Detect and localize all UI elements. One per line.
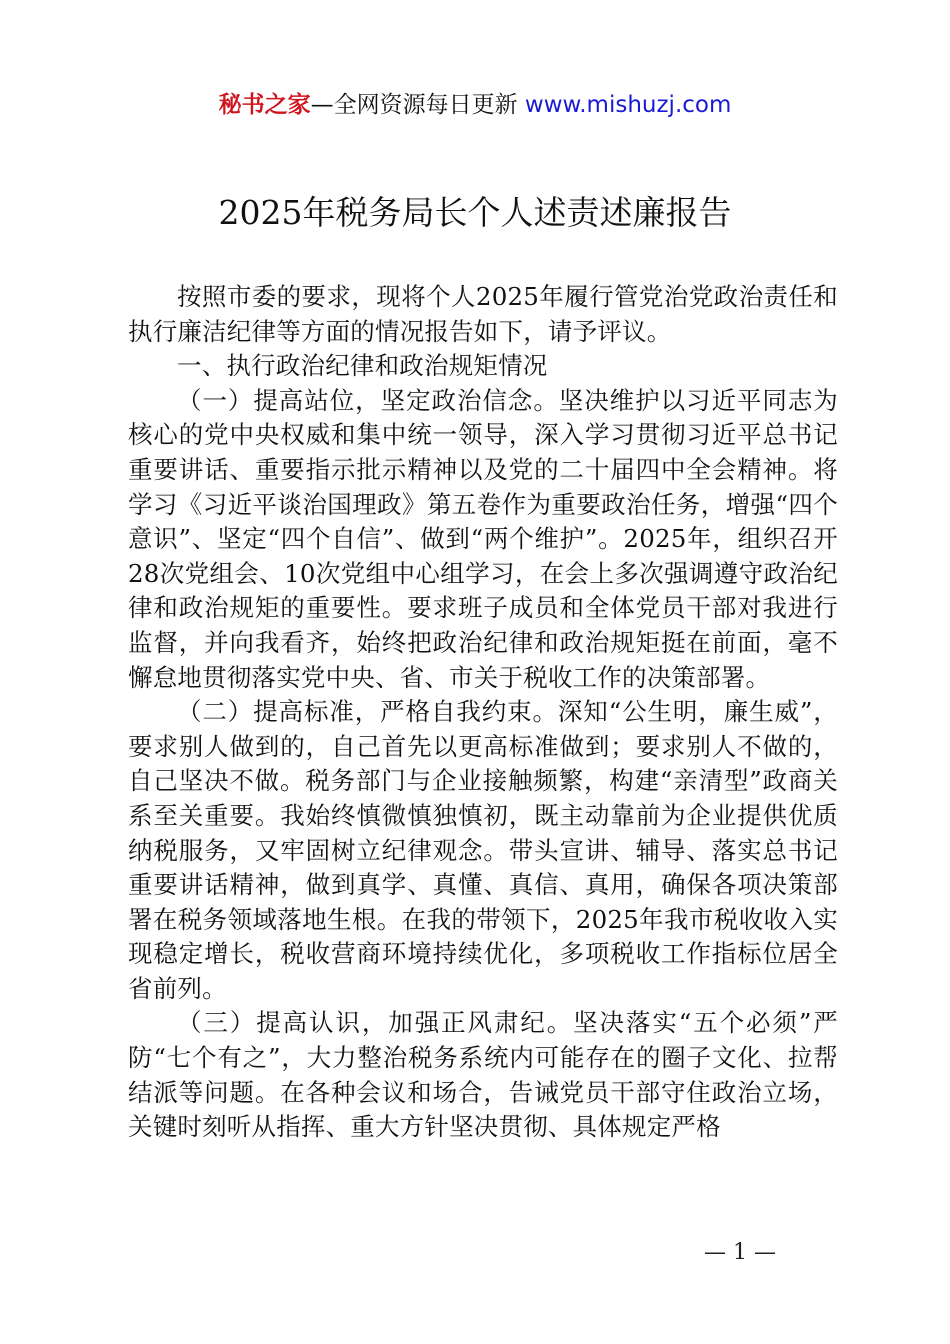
document-body [128,280,838,1145]
site-url-link[interactable]: www.mishuzj.com [524,92,732,118]
site-banner [0,88,950,122]
page-number: — 1 — [704,1240,776,1265]
intro-paragraph: 按照市委的要求，现将个人2025年履行管党治党政治责任和执行廉洁纪律等方面的情况报告如下，请予评议。 [128,282,838,346]
paragraph-item-1: （一）提高站位，坚定政治信念。坚决维护以习近平同志为核心的党中央权威和集中统一领导，深入学习贯彻习近平总书记重要讲话、重要指示批示精神以及党的二十届四中全会精神。将学习《习近平谈治国理政》第五卷作为重要政治任务，增强“四个意识”、坚定“四个自信”、做到“两个维护”。2025年，组织召开28次党组会、10次党组中心组学习，在会上多次强调遵守政治纪律和政治规矩的重要性。要求班子成员和全体党员干部对我进行监督，并向我看齐，始终把政治纪律和政治规矩挺在前面，毫不懈怠地贯彻落实党中央、省、市关于税收工作的决策部署。 [128,385,838,692]
paragraph-item-2: （二）提高标准，严格自我约束。深知“公生明，廉生威”，要求别人做到的，自己首先以更高标准做到；要求别人不做的，自己坚决不做。税务部门与企业接触频繁，构建“亲清型”政商关系至关重要。我始终慎微慎独慎初，既主动靠前为企业提供优质纳税服务，又牢固树立纪律观念。带头宣讲、辅导、落实总书记重要讲话精神，做到真学、真懂、真信、真用，确保各项决策部署在税务领域落地生根。在我的带领下，2025年我市税收收入实现稳定增长，税收营商环境持续优化，多项税收工作指标位居全省前列。 [128,697,838,1003]
brand-name: 秘书之家 [218,92,311,118]
paragraph-item-3: （三）提高认识，加强正风肃纪。坚决落实“五个必须”严防“七个有之”，大力整治税务系统内可能存在的圈子文化、拉帮结派等问题。在各种会议和场合，告诫党员干部守住政治立场，关键时刻听从指挥、重大方针坚决贯彻、具体规定严格 [128,1008,838,1142]
document-title: 2025年税务局长个人述责述廉报告 [218,193,732,232]
section-heading-1: 一、执行政治纪律和政治规矩情况 [177,351,548,381]
banner-slogan: —全网资源每日更新 [310,92,525,118]
